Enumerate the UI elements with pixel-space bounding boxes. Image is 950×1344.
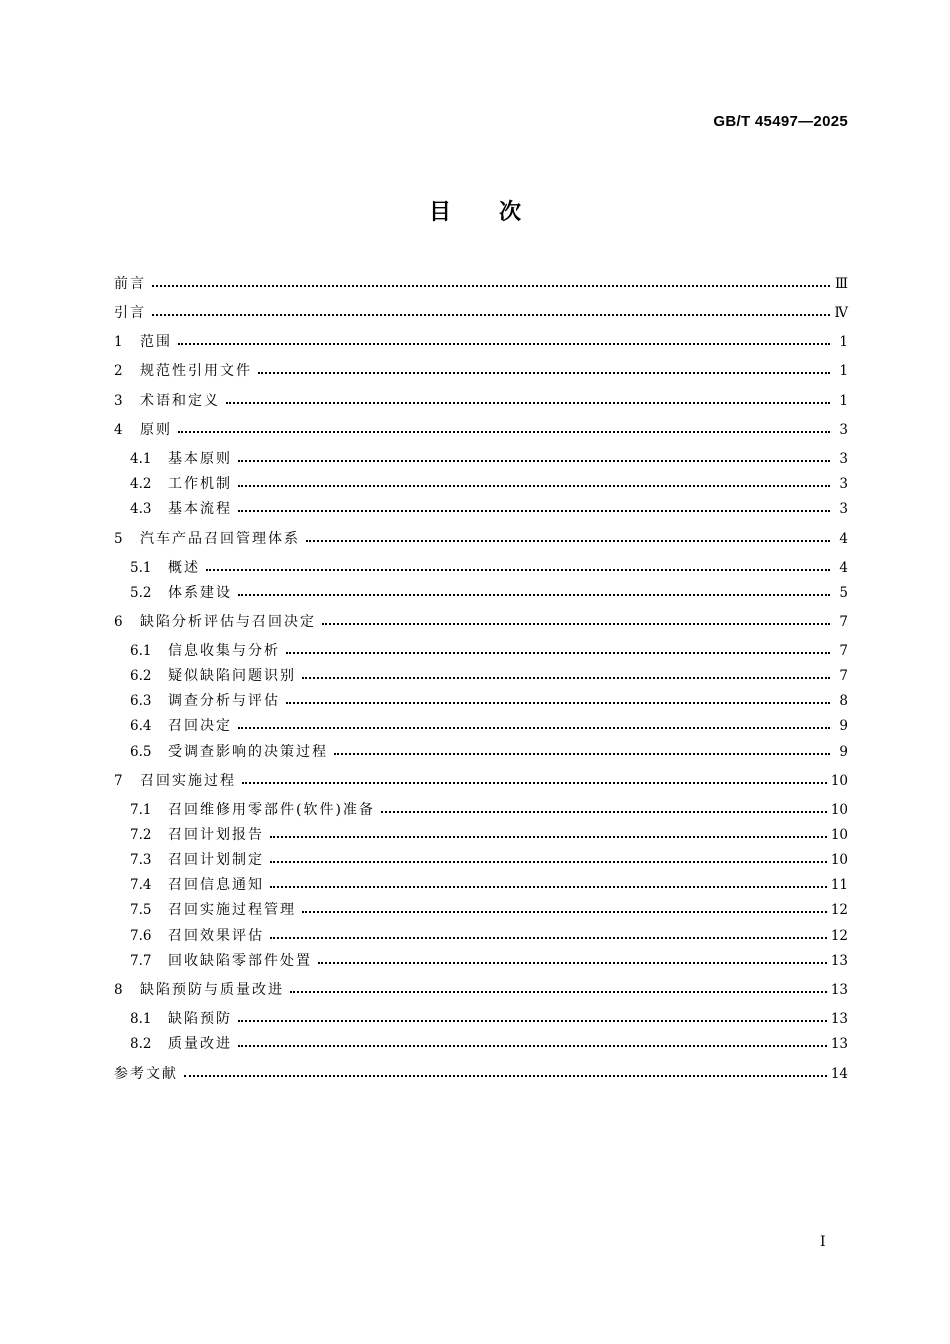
toc-entry-2[interactable] — [114, 361, 848, 381]
toc-entry-bibliography[interactable] — [114, 1064, 848, 1084]
dot-leader — [302, 666, 834, 686]
toc-entry-title: 疑似缺陷问题识别 — [168, 668, 296, 684]
toc-entry-7-2[interactable] — [130, 825, 848, 845]
dot-leader — [206, 558, 834, 578]
dot-leader — [270, 825, 831, 845]
toc-entry-title: 调查分析与评估 — [168, 693, 280, 709]
dot-leader — [152, 274, 834, 294]
toc-entry-number: 7.5 — [130, 902, 152, 918]
toc-entry-page: 1 — [839, 363, 848, 379]
toc-entry-page: 7 — [839, 643, 848, 659]
toc-entry-foreword[interactable] — [114, 274, 848, 294]
toc-entry-title: 缺陷预防 — [168, 1011, 232, 1027]
toc-entry-7-5[interactable] — [130, 900, 848, 920]
toc-entry-title: 召回信息通知 — [168, 877, 264, 893]
toc-entry-5[interactable] — [114, 529, 848, 549]
toc-entry-page: Ⅳ — [834, 305, 848, 321]
toc-entry-title: 原则 — [140, 422, 172, 438]
toc-entry-title: 回收缺陷零部件处置 — [168, 953, 312, 969]
toc-entry-page: 11 — [830, 877, 848, 893]
standard-number: GB/T 45497—2025 — [713, 113, 848, 130]
dot-leader — [318, 951, 831, 971]
toc-entry-number: 6.2 — [130, 668, 152, 684]
dot-leader — [184, 1064, 831, 1084]
toc-entry-page: 9 — [839, 718, 848, 734]
dot-leader — [286, 691, 834, 711]
toc-entry-number: 5.1 — [130, 560, 152, 576]
toc-entry-page: 3 — [839, 476, 848, 492]
toc-entry-number: 4.2 — [130, 476, 152, 492]
toc-entry-page: 12 — [830, 902, 848, 918]
toc-entry-title: 召回维修用零部件(软件)准备 — [168, 802, 375, 818]
toc-entry-number: 7.4 — [130, 877, 152, 893]
toc-entry-page: 13 — [830, 982, 848, 998]
toc-entry-number: 6.3 — [130, 693, 152, 709]
toc-entry-7-6[interactable] — [130, 926, 848, 946]
dot-leader — [238, 499, 834, 519]
toc-entry-page: 3 — [839, 422, 848, 438]
toc-entry-page: 13 — [830, 1011, 848, 1027]
toc-entry-page: 12 — [830, 928, 848, 944]
toc-entry-title: 概述 — [168, 560, 200, 576]
toc-entry-number: 6 — [114, 614, 123, 630]
toc-entry-title: 参考文献 — [114, 1066, 178, 1082]
toc-entry-title: 体系建设 — [168, 585, 232, 601]
toc-entry-page: 13 — [830, 1036, 848, 1052]
toc-entry-title: 缺陷预防与质量改进 — [140, 982, 284, 998]
toc-entry-page: 14 — [830, 1066, 848, 1082]
toc-entry-number: 8.2 — [130, 1036, 152, 1052]
toc-entry-title: 受调查影响的决策过程 — [168, 744, 328, 760]
toc-entry-7-3[interactable] — [130, 850, 848, 870]
toc-entry-title: 基本流程 — [168, 501, 232, 517]
dot-leader — [238, 1009, 831, 1029]
toc-entry-number: 7.6 — [130, 928, 152, 944]
toc-entry-8[interactable] — [114, 980, 848, 1000]
toc-entry-page: 10 — [830, 852, 848, 868]
toc-entry-title: 工作机制 — [168, 476, 232, 492]
toc-entry-title: 召回实施过程管理 — [168, 902, 296, 918]
toc-entry-number: 6.4 — [130, 718, 152, 734]
toc-entry-page: 10 — [830, 773, 848, 789]
toc-entry-page: 8 — [839, 693, 848, 709]
toc-entry-title: 信息收集与分析 — [168, 643, 280, 659]
toc-entry-title: 缺陷分析评估与召回决定 — [140, 614, 316, 630]
toc-entry-6-5[interactable] — [130, 742, 848, 762]
toc-entry-title: 范围 — [140, 334, 172, 350]
toc-entry-title: 召回决定 — [168, 718, 232, 734]
toc-entry-number: 7.7 — [130, 953, 152, 969]
toc-entry-page: 1 — [839, 393, 848, 409]
toc-entry-page: 1 — [839, 334, 848, 350]
toc-entry-number: 1 — [114, 334, 123, 350]
toc-entry-4[interactable] — [114, 420, 848, 440]
dot-leader — [152, 303, 834, 323]
toc-entry-8-1[interactable] — [130, 1009, 848, 1029]
toc-entry-page: 10 — [830, 827, 848, 843]
toc-entry-number: 4.3 — [130, 501, 152, 517]
toc-entry-page: 9 — [839, 744, 848, 760]
dot-leader — [270, 875, 831, 895]
dot-leader — [334, 742, 834, 762]
toc-entry-number: 7.1 — [130, 802, 152, 818]
dot-leader — [242, 771, 831, 791]
toc-entry-1[interactable] — [114, 332, 848, 352]
toc-entry-number: 2 — [114, 363, 123, 379]
toc-entry-6-1[interactable] — [130, 641, 848, 661]
page-number: I — [820, 1234, 826, 1250]
toc-entry-6-4[interactable] — [130, 716, 848, 736]
page-title: 目次 — [428, 200, 569, 225]
toc-entry-4-2[interactable] — [130, 474, 848, 494]
toc-entry-7[interactable] — [114, 771, 848, 791]
toc-entry-number: 4.1 — [130, 451, 152, 467]
toc-entry-page: Ⅲ — [834, 276, 848, 292]
toc-entry-title: 前言 — [114, 276, 146, 292]
toc-entry-number: 4 — [114, 422, 123, 438]
toc-entry-page: 7 — [839, 668, 848, 684]
toc-entry-4-1[interactable] — [130, 449, 848, 469]
toc-entry-title: 召回实施过程 — [140, 773, 236, 789]
toc-entry-6[interactable] — [114, 612, 848, 632]
toc-entry-number: 8 — [114, 982, 123, 998]
toc-entry-7-7[interactable] — [130, 951, 848, 971]
toc-entry-3[interactable] — [114, 391, 848, 411]
dot-leader — [306, 529, 834, 549]
toc-entry-page: 13 — [830, 953, 848, 969]
dot-leader — [238, 716, 834, 736]
toc-entry-introduction[interactable] — [114, 303, 848, 323]
dot-leader — [322, 612, 834, 632]
toc-entry-page: 3 — [839, 501, 848, 517]
toc-entry-title: 召回效果评估 — [168, 928, 264, 944]
toc-entry-number: 5.2 — [130, 585, 152, 601]
dot-leader — [226, 391, 834, 411]
toc-entry-title: 基本原则 — [168, 451, 232, 467]
toc-entry-number: 6.5 — [130, 744, 152, 760]
toc-entry-page: 3 — [839, 451, 848, 467]
dot-leader — [238, 583, 834, 603]
toc-entry-number: 7.2 — [130, 827, 152, 843]
toc-entry-page: 4 — [839, 531, 848, 547]
toc-entry-5-2[interactable] — [130, 583, 848, 603]
dot-leader — [270, 850, 831, 870]
toc-entry-6-3[interactable] — [130, 691, 848, 711]
toc-entry-7-4[interactable] — [130, 875, 848, 895]
toc-entry-page: 4 — [839, 560, 848, 576]
dot-leader — [238, 474, 834, 494]
dot-leader — [290, 980, 831, 1000]
toc-entry-8-2[interactable] — [130, 1034, 848, 1054]
toc-entry-title: 召回计划制定 — [168, 852, 264, 868]
dot-leader — [258, 361, 834, 381]
toc-entry-5-1[interactable] — [130, 558, 848, 578]
toc-entry-page: 10 — [830, 802, 848, 818]
toc-entry-number: 6.1 — [130, 643, 152, 659]
toc-entry-page: 7 — [839, 614, 848, 630]
toc-entry-title: 质量改进 — [168, 1036, 232, 1052]
toc-entry-4-3[interactable] — [130, 499, 848, 519]
toc-entry-6-2[interactable] — [130, 666, 848, 686]
dot-leader — [381, 800, 831, 820]
dot-leader — [302, 900, 831, 920]
toc-entry-number: 7.3 — [130, 852, 152, 868]
dot-leader — [286, 641, 834, 661]
toc-entry-title: 引言 — [114, 305, 146, 321]
toc-entry-number: 3 — [114, 393, 123, 409]
dot-leader — [178, 420, 834, 440]
toc-entry-title: 召回计划报告 — [168, 827, 264, 843]
toc-entry-title: 术语和定义 — [140, 393, 220, 409]
toc-entry-number: 5 — [114, 531, 123, 547]
toc-entry-number: 7 — [114, 773, 123, 789]
toc-entry-number: 8.1 — [130, 1011, 152, 1027]
toc-entry-title: 规范性引用文件 — [140, 363, 252, 379]
dot-leader — [238, 449, 834, 469]
toc-entry-title: 汽车产品召回管理体系 — [140, 531, 300, 547]
dot-leader — [178, 332, 834, 352]
toc-entry-7-1[interactable] — [130, 800, 848, 820]
dot-leader — [270, 926, 831, 946]
toc-entry-page: 5 — [839, 585, 848, 601]
dot-leader — [238, 1034, 831, 1054]
